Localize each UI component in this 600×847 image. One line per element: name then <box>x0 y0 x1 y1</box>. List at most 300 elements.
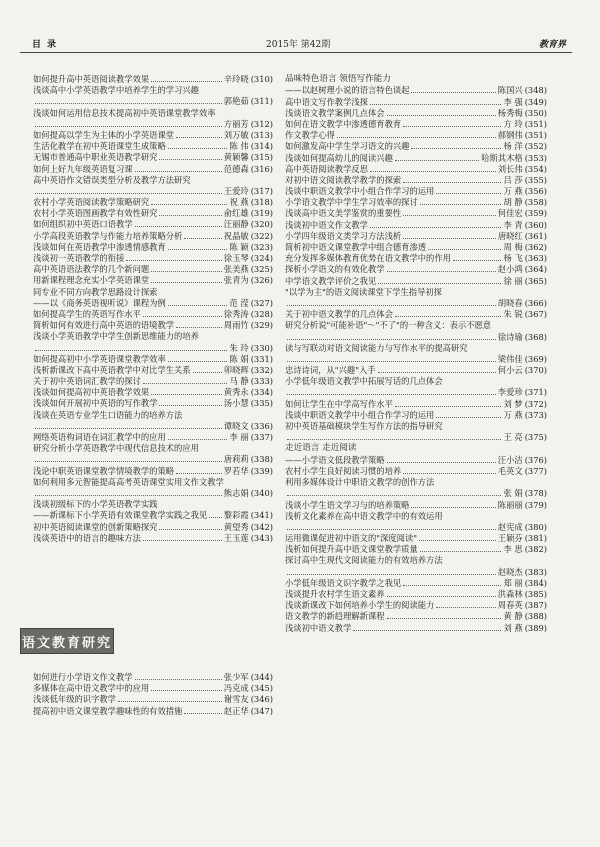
entry-row <box>33 454 273 465</box>
entry-row <box>285 567 547 578</box>
toc-entry <box>33 309 273 320</box>
entry-title: 对初中语文阅读教学教学的探索 <box>285 174 402 185</box>
entry-row <box>33 376 273 387</box>
entry-page: (380) <box>524 521 547 532</box>
toc-entry <box>285 466 547 477</box>
entry-page: (378) <box>524 488 547 499</box>
entry-row <box>33 398 273 409</box>
entry-author: 黄望秀 <box>223 521 249 532</box>
entry-row <box>33 231 273 242</box>
entry-page: (324) <box>250 253 273 263</box>
page-header <box>20 34 572 53</box>
toc-entry <box>285 119 547 130</box>
dot-leader <box>168 141 228 149</box>
entry-title: 浅谈英语中的语言的趣味方法 <box>33 532 141 543</box>
entry-row <box>285 387 547 398</box>
entry-page: (341) <box>250 510 273 521</box>
entry-title: 浅谈如何在英语教学中渗透情感教育 <box>33 241 166 252</box>
dot-leader <box>35 96 222 104</box>
toc-entry <box>285 455 547 466</box>
entry-title: 小学低年级语文识字教学之我见 <box>285 577 402 588</box>
dot-leader <box>176 320 222 328</box>
entry-row <box>33 253 273 264</box>
dot-leader <box>387 264 496 272</box>
dot-leader <box>395 153 479 161</box>
toc-entry <box>285 600 547 611</box>
entry-author: 卯晓辉 <box>223 364 249 375</box>
toc-entry <box>285 544 547 555</box>
entry-page: (351) <box>524 118 547 129</box>
entry-title: 农村小学英语阅读教学策略研究 <box>33 197 150 208</box>
toc-entry <box>285 197 547 208</box>
dot-leader <box>193 365 222 373</box>
entry-row <box>33 264 273 275</box>
toc-entry <box>33 443 273 465</box>
dot-leader <box>287 332 496 340</box>
entry-title: 如何组织初中英语口语教学 <box>33 219 133 230</box>
toc-entry <box>33 432 273 443</box>
entry-row <box>33 119 273 130</box>
entry-row <box>33 533 273 544</box>
entry-title: 无锡市普通高中职业英语教学研究 <box>33 152 158 163</box>
entry-row <box>33 197 273 208</box>
entry-title: 如何提升高中英语阅读教学效果 <box>33 74 150 84</box>
entry-page: (383) <box>524 566 547 577</box>
entry-author: 王颖芬 <box>497 533 523 544</box>
entry-author: 毛英文 <box>497 465 523 476</box>
entry-page: (362) <box>524 242 547 253</box>
entry-row <box>285 611 547 622</box>
section-banner: 语文教育研究 <box>20 628 114 654</box>
entry-row <box>285 130 547 141</box>
entry-author: 朱 玲 <box>229 342 249 353</box>
entry-row <box>285 97 547 108</box>
entry-title: 浅析新课改下高中英语教学中对比学生关系 <box>33 364 191 375</box>
entry-page: (320) <box>250 219 273 230</box>
entry-page: (384) <box>524 577 547 588</box>
entry-author: 胡 静 <box>503 197 523 208</box>
entry-page: (336) <box>250 420 273 431</box>
toc-entry <box>33 387 273 398</box>
right-column <box>285 74 547 634</box>
entry-author: 哈斯其木格 <box>481 152 523 163</box>
dot-leader <box>403 231 496 239</box>
entry-author: 刘 梦 <box>503 398 523 409</box>
entry-row <box>285 623 547 634</box>
entry-row <box>33 208 273 219</box>
dot-leader <box>428 242 501 250</box>
entry-page: (342) <box>250 521 273 532</box>
entry-row <box>285 500 547 511</box>
toc-entry <box>33 410 273 432</box>
dot-leader <box>287 567 496 575</box>
entry-title: 浅谈如何开展初中英语的写作教学 <box>33 398 158 409</box>
entry-title: 关于初中语文教学的几点体会 <box>285 309 393 320</box>
entry-row <box>285 242 547 253</box>
toc-entry <box>285 287 547 309</box>
entry-title: 小学高段英语教学与作能力培养策略分析 <box>33 230 183 241</box>
entry-author: 陈丽丽 <box>497 499 523 510</box>
entry-author: 何小云 <box>497 365 523 376</box>
entry-author: 陈国兴 <box>497 85 523 96</box>
entry-row <box>33 421 273 432</box>
entry-title: 如何提高学生的英语写作水平 <box>33 308 141 319</box>
entry-title: "以学为主"的语文阅读课堂下学生指导初探 <box>285 286 442 297</box>
dot-leader <box>176 466 222 474</box>
entry-author: 马 静 <box>229 376 249 387</box>
dot-leader <box>287 387 496 395</box>
entry-row <box>33 320 273 331</box>
entry-row <box>33 164 273 175</box>
toc-entry <box>285 264 547 275</box>
dot-leader <box>135 164 222 172</box>
dot-leader <box>370 220 501 228</box>
dot-leader <box>370 97 501 105</box>
entry-page: (367) <box>524 309 547 320</box>
entry-author: 俞红雄 <box>223 208 249 219</box>
entry-author: 汪小洁 <box>497 454 523 465</box>
dot-leader <box>387 589 496 597</box>
entry-title: 浅谈如何提高初中英语教学效果 <box>33 387 150 398</box>
toc-entry <box>285 399 547 410</box>
dot-leader <box>184 231 221 239</box>
entry-page: (330) <box>250 342 273 353</box>
entry-page: (338) <box>250 454 273 465</box>
dot-leader <box>411 85 495 93</box>
toc-entry <box>33 264 273 275</box>
toc-entry <box>285 500 547 511</box>
dot-leader <box>159 522 221 530</box>
entry-author: 王 亮 <box>503 432 523 443</box>
entry-title: 浅谈新课改下如何培养小学生的阅读能力 <box>285 600 435 611</box>
entry-row <box>33 466 273 477</box>
entry-page: (347) <box>250 705 273 716</box>
dot-leader <box>436 410 501 418</box>
entry-author: 李 思 <box>503 544 523 555</box>
dot-leader <box>176 130 222 138</box>
dot-leader <box>143 533 222 541</box>
entry-row <box>285 298 547 309</box>
entry-title: 用新课程理念充实小学英语课堂 <box>33 275 150 286</box>
entry-author: 黎彩霞 <box>223 510 249 521</box>
entry-title: 浅谈中职语文教学中小组合作学习的运用 <box>285 186 435 197</box>
entry-author: 杨 洋 <box>503 141 523 152</box>
entry-page: (344) <box>250 672 273 682</box>
toc-entry <box>285 85 547 96</box>
dot-leader <box>168 354 228 362</box>
toc-entry <box>33 354 273 365</box>
entry-author: 方丽芳 <box>223 118 249 129</box>
toc-entry <box>33 376 273 387</box>
toc-entry <box>33 141 273 152</box>
dot-leader <box>370 164 496 172</box>
toc-entry <box>33 164 273 175</box>
entry-row <box>285 455 547 466</box>
entry-title: 浅谈初中语文教学 <box>285 622 352 633</box>
entry-page: (354) <box>524 163 547 174</box>
toc-entry <box>285 477 547 499</box>
entry-title: 农村小学英语图画教学有效性研究 <box>33 208 158 219</box>
dot-leader <box>35 343 227 351</box>
entry-page: (343) <box>250 532 273 543</box>
entry-row <box>33 219 273 230</box>
toc-entry <box>285 589 547 600</box>
toc-entry <box>285 231 547 242</box>
entry-page: (370) <box>524 365 547 376</box>
entry-page: (328) <box>250 308 273 319</box>
entry-page: (363) <box>524 253 547 264</box>
entry-page: (339) <box>250 465 273 476</box>
toc-entry <box>33 694 273 705</box>
dot-leader <box>419 533 496 541</box>
entry-author: 徐诗瑜 <box>497 331 523 342</box>
dot-leader <box>35 454 222 462</box>
entry-row <box>33 510 273 521</box>
entry-page: (311) <box>250 96 273 107</box>
dot-leader <box>403 119 501 127</box>
toc-entry <box>285 108 547 119</box>
entry-page: (322) <box>250 230 273 241</box>
entry-author: 徐秀涛 <box>223 308 249 319</box>
toc-entry <box>285 242 547 253</box>
entry-page: (376) <box>524 454 547 465</box>
entry-author: 吕 莎 <box>503 174 523 185</box>
entry-row <box>285 488 547 499</box>
entry-author: 陈 伟 <box>229 141 249 152</box>
toc-entry <box>33 320 273 331</box>
entry-page: (350) <box>524 107 547 118</box>
entry-row <box>33 354 273 365</box>
entry-page: (345) <box>250 683 273 694</box>
entry-page: (353) <box>524 152 547 163</box>
entry-page: (389) <box>524 622 547 633</box>
dot-leader <box>135 219 222 227</box>
toc-entry <box>33 152 273 163</box>
entry-title: 浅谈初中语文作文教学 <box>285 219 368 230</box>
entry-page: (373) <box>524 409 547 420</box>
entry-page: (352) <box>524 141 547 152</box>
dot-leader <box>151 275 222 283</box>
entry-row <box>285 578 547 589</box>
entry-page: (351) <box>524 130 547 141</box>
entry-title: 初中英语基础模块学生写作方法的指导研究 <box>285 421 443 432</box>
entry-title: 浅论中职英语课堂教学情境教学的策略 <box>33 465 175 476</box>
entry-author: 陈 娟 <box>229 353 249 364</box>
entry-page: (314) <box>250 141 273 152</box>
entry-author: 汪丽静 <box>223 219 249 230</box>
toc-entry <box>33 197 273 208</box>
entry-page: (381) <box>524 533 547 544</box>
entry-page: (337) <box>250 432 273 442</box>
entry-author: 祝晶敏 <box>223 230 249 241</box>
dot-leader <box>151 683 222 691</box>
entry-page: (329) <box>250 320 273 331</box>
entry-row <box>285 264 547 275</box>
entry-author: 方 玲 <box>503 118 523 129</box>
toc-entry <box>33 331 273 353</box>
entry-row <box>33 522 273 533</box>
entry-title: 浅析如何提升高中语文课堂教学质量 <box>285 544 418 555</box>
dot-leader <box>35 186 222 194</box>
entry-title: 农村小学生良好阅读习惯的培养 <box>285 465 402 476</box>
entry-author: 张青为 <box>223 275 249 286</box>
entry-subtitle: ——以《商务英语视听说》课程为例 <box>33 297 166 308</box>
dot-leader <box>420 544 502 552</box>
toc-entry <box>285 421 547 443</box>
entry-page: (387) <box>524 600 547 611</box>
entry-page: (365) <box>524 275 547 286</box>
toc-entry <box>285 253 547 264</box>
entry-title: 运用微课促进初中语文的"深度阅读" <box>285 533 418 544</box>
entry-title: 生活化教学在初中英语课堂生成策略 <box>33 141 166 152</box>
entry-page: (340) <box>250 487 273 498</box>
toc-entry <box>33 275 273 286</box>
entry-author: 刘 燕 <box>503 622 523 633</box>
entry-title: 浅谈高中语文美学鉴赏的重要性 <box>285 208 402 219</box>
entry-author: 徐玉琴 <box>223 253 249 263</box>
entry-title: 语文教学的新趋理解新课程 <box>285 611 385 622</box>
toc-entry <box>285 611 547 622</box>
dot-leader <box>387 455 496 463</box>
entry-title: 读与写联动对语文阅读能力与写作水平的提高研究 <box>285 342 468 353</box>
toc-entry <box>33 208 273 219</box>
entry-author: 罗若华 <box>223 465 249 476</box>
entry-author: 郝钢伟 <box>497 130 523 141</box>
entry-author: 周春英 <box>497 600 523 611</box>
entry-page: (385) <box>524 589 547 600</box>
toc-entry <box>33 74 273 85</box>
entry-row <box>33 672 273 683</box>
entry-subtitle: ——新课标下小学英语有效课堂教学实践之我见 <box>33 510 208 521</box>
dot-leader <box>395 309 502 317</box>
entry-title: 如何提高初中小学英语课堂教学效率 <box>33 353 166 364</box>
toc-entry <box>285 365 547 376</box>
entry-row <box>33 387 273 398</box>
entry-page: (327) <box>250 297 273 308</box>
entry-title: 高中英语作文错误类型分析及教学方法研究 <box>33 174 191 185</box>
toc-entry <box>285 276 547 287</box>
section-heading: 走近语言 走近阅读 <box>285 443 357 454</box>
entry-title: 如何让学生在中学高写作水平 <box>285 398 393 409</box>
entry-title: 探讨高中生现代文阅读能力的有效培养方法 <box>285 555 443 566</box>
entry-title: 浅谈小学生语文学习与的培养策略 <box>285 499 410 510</box>
dot-leader <box>287 432 501 440</box>
toc-entry <box>33 672 273 683</box>
toc-entry <box>33 365 273 376</box>
toc-entry <box>285 153 547 164</box>
entry-row <box>33 488 273 499</box>
entry-title: 中学语文教学评价之我见 <box>285 275 377 286</box>
entry-author: 周雨竹 <box>223 320 249 331</box>
entry-row <box>285 544 547 555</box>
entry-row <box>285 533 547 544</box>
entry-page: (316) <box>250 163 273 174</box>
dot-leader <box>159 152 221 160</box>
entry-title: 浅谈如何运用信息技术提高初中英语课堂教学效率 <box>33 107 216 118</box>
entry-row <box>33 242 273 253</box>
entry-author: 黄秀永 <box>223 387 249 398</box>
entry-page: (388) <box>524 611 547 622</box>
toc-entry <box>33 130 273 141</box>
entry-page: (359) <box>524 208 547 219</box>
entry-page: (358) <box>524 197 547 208</box>
entry-author: 梁伟佳 <box>497 353 523 364</box>
toc-entry <box>33 466 273 477</box>
toc-entry <box>285 175 547 186</box>
entry-row <box>33 706 273 717</box>
entry-row <box>33 130 273 141</box>
toc-entry <box>285 578 547 589</box>
entry-title: 小学四年级语文类学习方法浅析 <box>285 230 402 241</box>
entry-author: 李 强 <box>503 96 523 107</box>
entry-page: (335) <box>250 398 273 409</box>
entry-title: 关于初中英语词汇教学的探讨 <box>33 376 141 387</box>
entry-author: 唐晓红 <box>497 230 523 241</box>
header-journal: 教育界 <box>538 40 566 50</box>
entry-page: (382) <box>524 544 547 555</box>
entry-author: 辛玲晓 <box>223 74 249 84</box>
left-column-lower <box>33 672 273 717</box>
toc-entry <box>33 522 273 533</box>
entry-page: (332) <box>250 364 273 375</box>
toc-entry <box>33 219 273 230</box>
entry-title: 浅谈在英语专业学生口语能力的培养方法 <box>33 409 183 420</box>
entry-author: 熊志娟 <box>223 487 249 498</box>
dot-leader <box>35 421 222 429</box>
entry-page: (379) <box>524 499 547 510</box>
toc-entry <box>285 320 547 342</box>
entry-page: (360) <box>524 219 547 230</box>
dot-leader <box>395 399 502 407</box>
entry-title: 高中英语阅读教学反思 <box>285 163 368 174</box>
entry-row <box>33 152 273 163</box>
toc-entry <box>285 164 547 175</box>
entry-author: 刘万敏 <box>223 129 249 140</box>
entry-title: 浅谈语文教学案例几点体会 <box>285 107 385 118</box>
toc-entry <box>285 97 547 108</box>
toc-entry <box>285 208 547 219</box>
header-left-label: 目录 <box>32 40 63 50</box>
dot-leader <box>403 175 501 183</box>
entry-author: 赵小鸿 <box>497 264 523 275</box>
entry-author: 万 燕 <box>503 409 523 420</box>
entry-row <box>285 522 547 533</box>
section-heading: 品味特色语言 领悟写作能力 <box>285 74 391 84</box>
entry-title: 浅谈小学英语教学中学生创新思维能力的培养 <box>33 331 199 342</box>
entry-author: 冯克成 <box>223 683 249 694</box>
entry-author: 黄 静 <box>503 611 523 622</box>
dot-leader <box>387 108 496 116</box>
entry-page: (348) <box>524 85 547 96</box>
entry-title: 浅谈初一英语教学的衔接 <box>33 253 125 263</box>
entry-row <box>285 164 547 175</box>
toc-entry <box>285 130 547 141</box>
entry-author: 陈 颖 <box>229 241 249 252</box>
entry-page: (349) <box>524 96 547 107</box>
toc-entry <box>33 398 273 409</box>
dot-leader <box>143 376 228 384</box>
dot-leader <box>209 510 222 518</box>
entry-page: (312) <box>250 118 273 129</box>
entry-row <box>285 600 547 611</box>
entry-author: 何佳宏 <box>497 208 523 219</box>
entry-row <box>285 399 547 410</box>
toc-entry <box>285 220 547 231</box>
entry-title: 浅谈提升农村学生语文素养 <box>285 589 385 600</box>
entry-title: 研究分析小学英语教学中现代信息技术的应用 <box>33 443 199 454</box>
dot-leader <box>151 74 222 82</box>
toc-entry <box>33 85 273 107</box>
